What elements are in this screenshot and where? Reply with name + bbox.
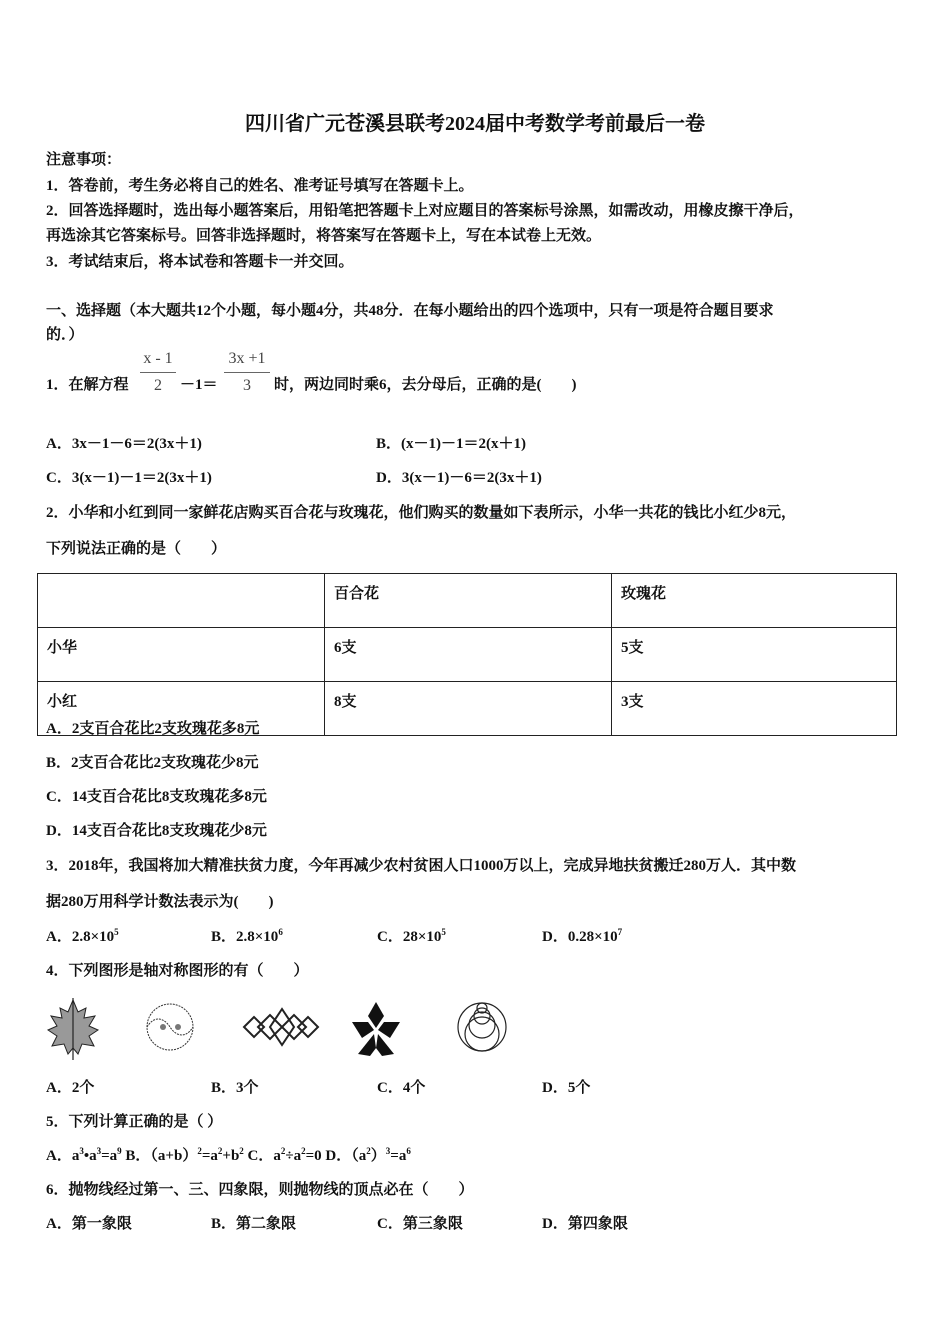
q1-prefix: 1．在解方程 bbox=[46, 377, 129, 393]
table-cell: 6支 bbox=[325, 628, 612, 682]
table-row bbox=[38, 628, 897, 682]
table-row bbox=[38, 574, 897, 628]
q1-suffix: 时，两边同时乘6，去分母后，正确的是( ) bbox=[274, 377, 577, 393]
option: A．3x－1－6＝2(3x＋1) bbox=[46, 436, 202, 452]
option: A．2支百合花比2支玫瑰花多8元 bbox=[46, 721, 260, 737]
denominator: 2 bbox=[154, 377, 162, 394]
table-cell: 玫瑰花 bbox=[612, 574, 897, 628]
q5-options: A．$a^3•a^3=a^9$ B．$(a+b)^2=a^2+b^2$ C．$a^2\div a^2=0$ D．$(a^2)^3=a^6$ bbox=[46, 1146, 411, 1164]
option-base: A．2.8×10 bbox=[46, 929, 115, 945]
q3-text: 3．2018年，我国将加大精准扶贫力度，今年再减少农村贫困人口1000万以上，完成异地扶贫搬迁280万人．其中数 bbox=[46, 858, 797, 874]
option: D．第四象限 bbox=[542, 1216, 628, 1232]
q3-text: 据280万用科学计数法表示为( ) bbox=[46, 894, 274, 910]
knot-figure bbox=[244, 1009, 318, 1045]
option: B．第二象限 bbox=[211, 1216, 297, 1232]
table-cell bbox=[38, 574, 325, 628]
q1-mid: －1＝ bbox=[180, 377, 218, 393]
fraction bbox=[140, 350, 176, 395]
section-heading: 的．） bbox=[46, 327, 84, 343]
option: C．14支百合花比8支玫瑰花多8元 bbox=[46, 789, 267, 805]
page-title: 四川省广元苍溪县联考2024届中考数学考前最后一卷 bbox=[245, 113, 705, 135]
maple-leaf-figure bbox=[48, 998, 98, 1060]
q4-text: 4．下列图形是轴对称图形的有（ ） bbox=[46, 963, 309, 979]
exponent: 6 bbox=[278, 927, 283, 937]
option: A．第一象限 bbox=[46, 1216, 132, 1232]
option: C．3(x－1)－1＝2(3x＋1) bbox=[46, 470, 212, 486]
note-line: 3．考试结束后，将本试卷和答题卡一并交回。 bbox=[46, 254, 354, 270]
table-cell: 5支 bbox=[612, 628, 897, 682]
flower-table bbox=[37, 573, 897, 736]
option: B．3个 bbox=[211, 1080, 259, 1096]
q2-text: 2．小华和小红到同一家鲜花店购买百合花与玫瑰花，他们购买的数量如下表所示，小华一共花的钱比小红少8元， bbox=[46, 505, 797, 521]
table-cell: 8支 bbox=[325, 682, 612, 736]
denominator: 3 bbox=[243, 377, 251, 394]
exponent: 7 bbox=[617, 927, 623, 937]
yin-yang-figure bbox=[147, 1004, 193, 1050]
fraction bbox=[224, 350, 270, 395]
option bbox=[211, 927, 283, 947]
note-line: 再选涂其它答案标号。回答非选择题时，将答案写在答题卡上，写在本试卷上无效。 bbox=[46, 228, 602, 244]
option: D．3(x－1)－6＝2(3x＋1) bbox=[376, 470, 542, 486]
option: B．(x－1)－1＝2(x＋1) bbox=[376, 436, 526, 452]
section-heading: 一、选择题（本大题共12个小题，每小题4分，共48分．在每小题给出的四个选项中，只有一项是符合题目要求 bbox=[46, 303, 774, 319]
option bbox=[542, 927, 622, 947]
table-cell: 百合花 bbox=[325, 574, 612, 628]
q6-text: 6．抛物线经过第一、三、四象限，则抛物线的顶点必在（ ） bbox=[46, 1182, 474, 1198]
option: D．5个 bbox=[542, 1080, 591, 1096]
notes-heading: 注意事项： bbox=[46, 152, 122, 168]
option bbox=[46, 927, 119, 947]
note-line: 1．答卷前，考生务必将自己的姓名、准考证号填写在答题卡上。 bbox=[46, 178, 474, 194]
numerator: 3x +1 bbox=[224, 350, 270, 373]
star-figure bbox=[352, 1002, 400, 1056]
option-base: B．2.8×10 bbox=[211, 929, 279, 945]
table-cell: 小红 bbox=[38, 682, 325, 736]
exponent: 5 bbox=[114, 927, 119, 937]
option bbox=[377, 927, 446, 947]
option: C．第三象限 bbox=[377, 1216, 463, 1232]
option: D．14支百合花比8支玫瑰花少8元 bbox=[46, 823, 267, 839]
note-line: 2．回答选择题时，选出每小题答案后，用铅笔把答题卡上对应题目的答案标号涂黑，如需改动，用橡皮擦干净后， bbox=[46, 203, 804, 219]
q5-text: 5．下列计算正确的是（ ） bbox=[46, 1114, 223, 1130]
option-base: D．0.28×10 bbox=[542, 929, 618, 945]
option-base: C．28×10 bbox=[377, 929, 442, 945]
option: B．2支百合花比2支玫瑰花少8元 bbox=[46, 755, 259, 771]
table-cell: 3支 bbox=[612, 682, 897, 736]
q2-text: 下列说法正确的是（ ） bbox=[46, 541, 227, 557]
numerator: x - 1 bbox=[140, 350, 176, 373]
symmetry-figures bbox=[40, 994, 510, 1062]
option: A．2个 bbox=[46, 1080, 95, 1096]
table-cell: 小华 bbox=[38, 628, 325, 682]
option: C．4个 bbox=[377, 1080, 426, 1096]
exponent: 5 bbox=[441, 927, 446, 937]
concentric-circles-figure bbox=[458, 1003, 506, 1051]
